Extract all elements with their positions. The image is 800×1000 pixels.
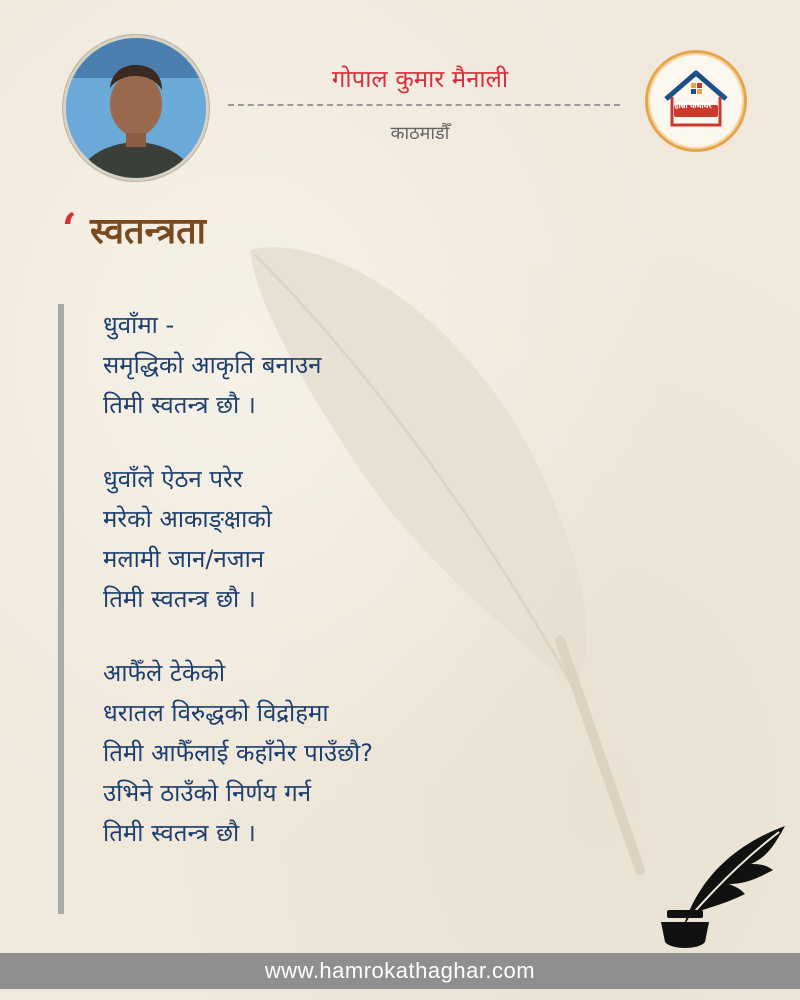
header-divider [228, 104, 620, 106]
author-location: काठमाडौँ [390, 123, 450, 144]
poem-side-bar [58, 304, 64, 914]
stanza [103, 305, 623, 425]
author-name: गोपाल कुमार मैनाली [331, 65, 509, 93]
poem-line: तिमी आफैँलाई कहाँनेर पाउँछौ? [103, 739, 373, 767]
footer-bar [0, 953, 800, 989]
poem-line: आफैँले टेकेको [103, 659, 226, 687]
poem-line: धुवाँमा - [103, 311, 175, 339]
poem-line: धरातल विरुद्धको विद्रोहमा [103, 699, 329, 727]
person-icon [66, 38, 206, 178]
poem-body [103, 305, 623, 887]
poem-line: उभिने ठाउँको निर्णय गर्न [103, 779, 312, 807]
poem-line: तिमी स्वतन्त्र छौ । [103, 391, 256, 419]
poem-line: मलामी जान/नजान [103, 545, 265, 573]
stanza [103, 653, 623, 853]
poem-title: स्वतन्त्रता [90, 211, 206, 252]
stanza [103, 459, 623, 619]
poem-line: धुवाँले ऐठन परेर [103, 465, 243, 493]
quill-inkwell-icon [655, 818, 790, 953]
website-link[interactable]: www.hamrokathaghar.com [264, 958, 536, 983]
poem-line: समृद्धिको आकृति बनाउन [103, 351, 322, 379]
quote-mark-icon: ‘ [62, 204, 77, 253]
poem-line: मरेको आकाङ्क्षाको [103, 505, 272, 533]
poem-line: तिमी स्वतन्त्र छौ । [103, 819, 256, 847]
author-avatar [63, 35, 209, 181]
poem-line: तिमी स्वतन्त्र छौ । [103, 585, 256, 613]
logo-text: हाम्रो कथाघर [674, 101, 712, 110]
